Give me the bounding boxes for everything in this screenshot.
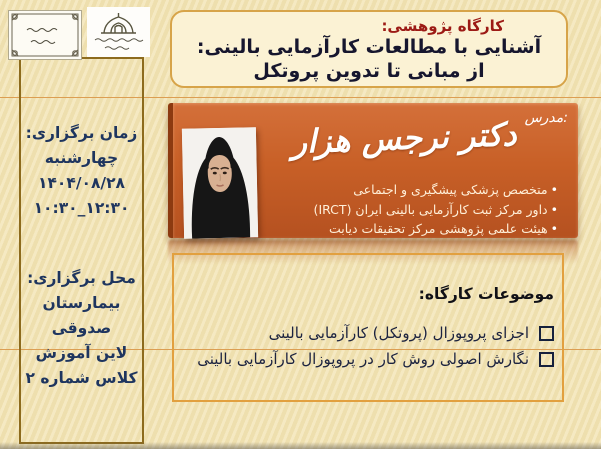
event-hours: ۱۰:۳۰_۱۲:۳۰: [33, 199, 130, 217]
bullet-icon: •: [550, 201, 558, 217]
credential-text: داور مرکز ثبت کارآزمایی بالینی ایران (IRCT): [313, 201, 548, 217]
topics-panel: [172, 253, 564, 402]
checkbox-icon: [539, 326, 554, 341]
workshop-kicker: کارگاه پژوهشی:: [381, 17, 504, 35]
venue-wing: لاین آموزش: [35, 344, 128, 362]
credential-item: [314, 200, 558, 220]
schedule-panel: [19, 57, 144, 444]
credential-text: متخصص پزشکی پیشگیری و اجتماعی: [353, 182, 548, 197]
credential-item: [314, 180, 558, 200]
certificate-ornate-border-icon: [9, 11, 81, 59]
title-panel: [170, 10, 568, 88]
instructor-photo: [182, 127, 258, 239]
time-label: زمان برگزاری:: [25, 124, 138, 142]
bullet-icon: •: [550, 221, 558, 236]
checkbox-icon: [539, 352, 554, 367]
venue-classroom: کلاس شماره ۲: [25, 369, 138, 387]
topic-item: [182, 321, 554, 347]
venue-label: محل برگزاری:: [27, 269, 136, 287]
time-block: [21, 121, 142, 221]
venue-block: [21, 266, 142, 391]
research-center-logo: [8, 10, 82, 60]
topics-list: [182, 321, 554, 372]
university-logo: [87, 7, 150, 57]
weekday: چهارشنبه: [44, 149, 119, 167]
workshop-title-line1: آشنایی با مطالعات کارآزمایی بالینی:: [196, 36, 542, 58]
bottom-shadow: [0, 442, 601, 449]
workshop-title-line2: از مبانی تا تدوین پروتکل: [253, 60, 485, 82]
event-date: ۱۴۰۴/۰۸/۲۸: [37, 174, 125, 192]
topic-text: نگارش اصولی روش کار در پروپوزال کارآزمایی بالینی: [197, 349, 529, 368]
venue-hospital: بیمارستان صدوقی: [42, 294, 121, 337]
instructor-label: مدرس:: [524, 110, 568, 126]
dome-icon: [87, 7, 150, 57]
credential-item: [314, 219, 558, 239]
topic-item: [182, 347, 554, 373]
topics-title: موضوعات کارگاه:: [418, 285, 554, 303]
instructor-panel: [168, 103, 578, 238]
bullet-icon: •: [550, 182, 558, 197]
topic-text: اجزای پروپوزال (پروتکل) کارآزمایی بالینی: [268, 324, 529, 342]
credentials-list: [314, 180, 558, 239]
portrait-woman-hijab-icon: [182, 127, 258, 239]
credential-text: هیئت علمی پژوهشی مرکز تحقیقات دیابت: [328, 221, 548, 236]
instructor-name: دکتر نرجس هزار: [290, 115, 518, 161]
